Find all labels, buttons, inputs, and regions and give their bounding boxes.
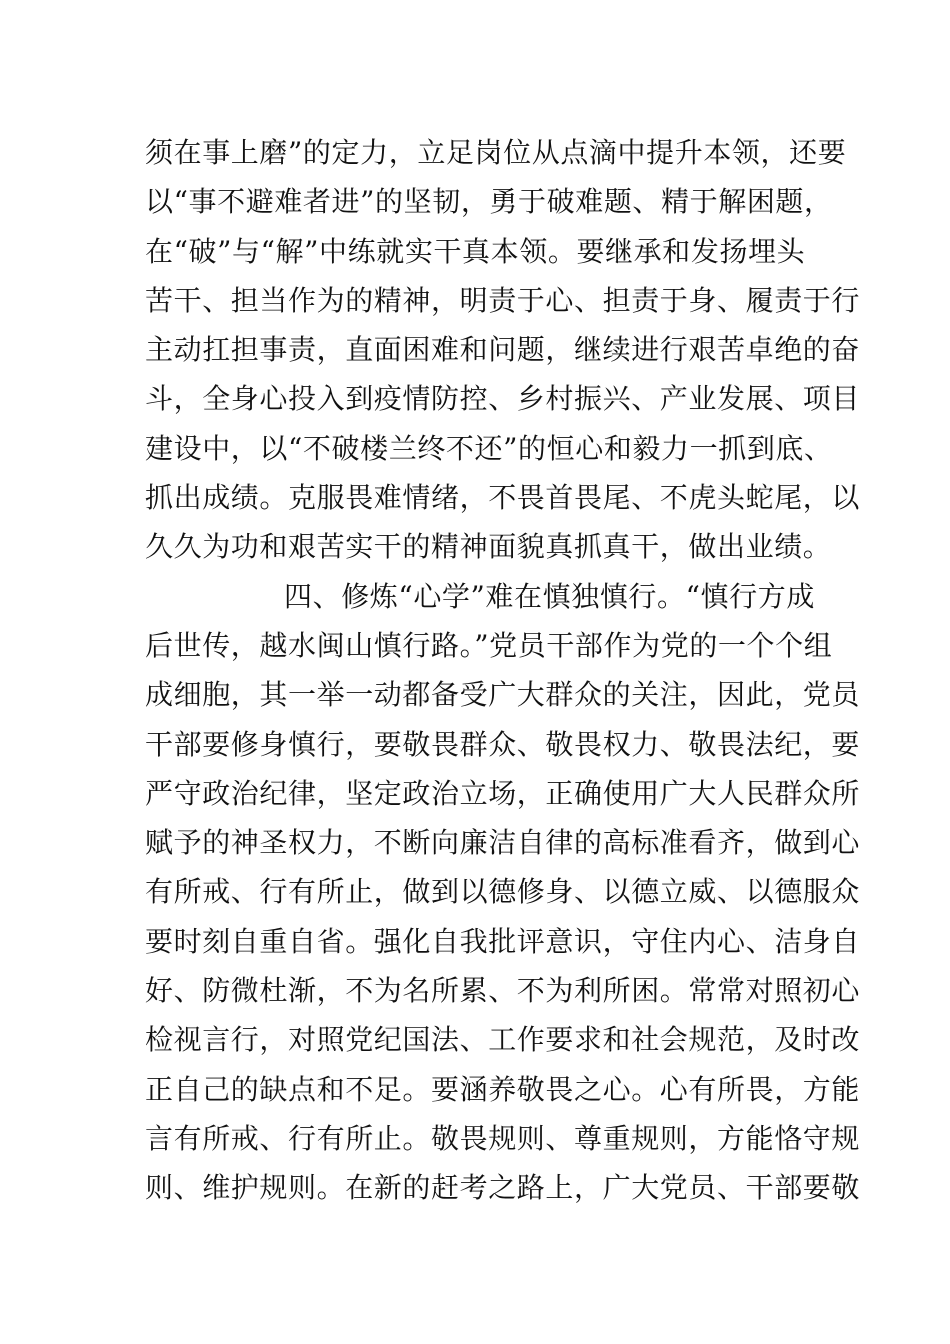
text-line: 好、防微杜渐，不为名所累、不为利所困。常常对照初心 — [145, 974, 861, 1008]
text-line: 言有所戒、行有所止。敬畏规则、尊重规则，方能恪守规 — [145, 1121, 861, 1155]
text-line: 后世传，越水闽山慎行路。”党员干部作为党的一个个组 — [145, 628, 833, 662]
text-line: 久久为功和艰苦实干的精神面貌真抓真干，做出业绩。 — [145, 530, 832, 564]
text-line: 要时刻自重自省。强化自我批评意识，守住内心、洁身自 — [145, 924, 861, 958]
text-line: 则、维护规则。在新的赶考之路上，广大党员、干部要敬 — [145, 1171, 861, 1205]
text-line: 须在事上磨”的定力，立足岗位从点滴中提升本领，还要 — [145, 136, 847, 169]
text-line: 建设中，以“不破楼兰终不还”的恒心和毅力一抓到底、 — [145, 431, 833, 465]
text-line: 成细胞，其一举一动都备受广大群众的关注，因此，党员 — [145, 678, 861, 712]
text-line: 以“事不避难者进”的坚韧，勇于破难题、精于解困题， — [145, 185, 833, 219]
text-line: 在“破”与“解”中练就实干真本领。要继承和发扬埋头 — [145, 234, 806, 268]
text-line: 正自己的缺点和不足。要涵养敬畏之心。心有所畏，方能 — [145, 1072, 861, 1106]
section-heading-line: 四、修炼“心学”难在慎独慎行。“慎行方成 — [284, 579, 815, 613]
body-text — [145, 128, 861, 1213]
text-line: 斗，全身心投入到疫情防控、乡村振兴、产业发展、项目 — [145, 382, 861, 416]
text-line: 赋予的神圣权力，不断向廉洁自律的高标准看齐，做到心 — [145, 826, 861, 860]
text-line: 有所戒、行有所止，做到以德修身、以德立威、以德服众 — [145, 875, 861, 909]
text-line: 主动扛担事责，直面困难和问题，继续进行艰苦卓绝的奋 — [145, 333, 861, 367]
text-line: 严守政治纪律，坚定政治立场，正确使用广大人民群众所 — [145, 776, 861, 810]
text-line: 抓出成绩。克服畏难情绪，不畏首畏尾、不虎头蛇尾，以 — [145, 481, 861, 515]
text-line: 苦干、担当作为的精神，明责于心、担责于身、履责于行 — [145, 283, 861, 317]
text-line: 检视言行，对照党纪国法、工作要求和社会规范，及时改 — [145, 1023, 861, 1057]
text-line: 干部要修身慎行，要敬畏群众、敬畏权力、敬畏法纪，要 — [145, 727, 861, 761]
